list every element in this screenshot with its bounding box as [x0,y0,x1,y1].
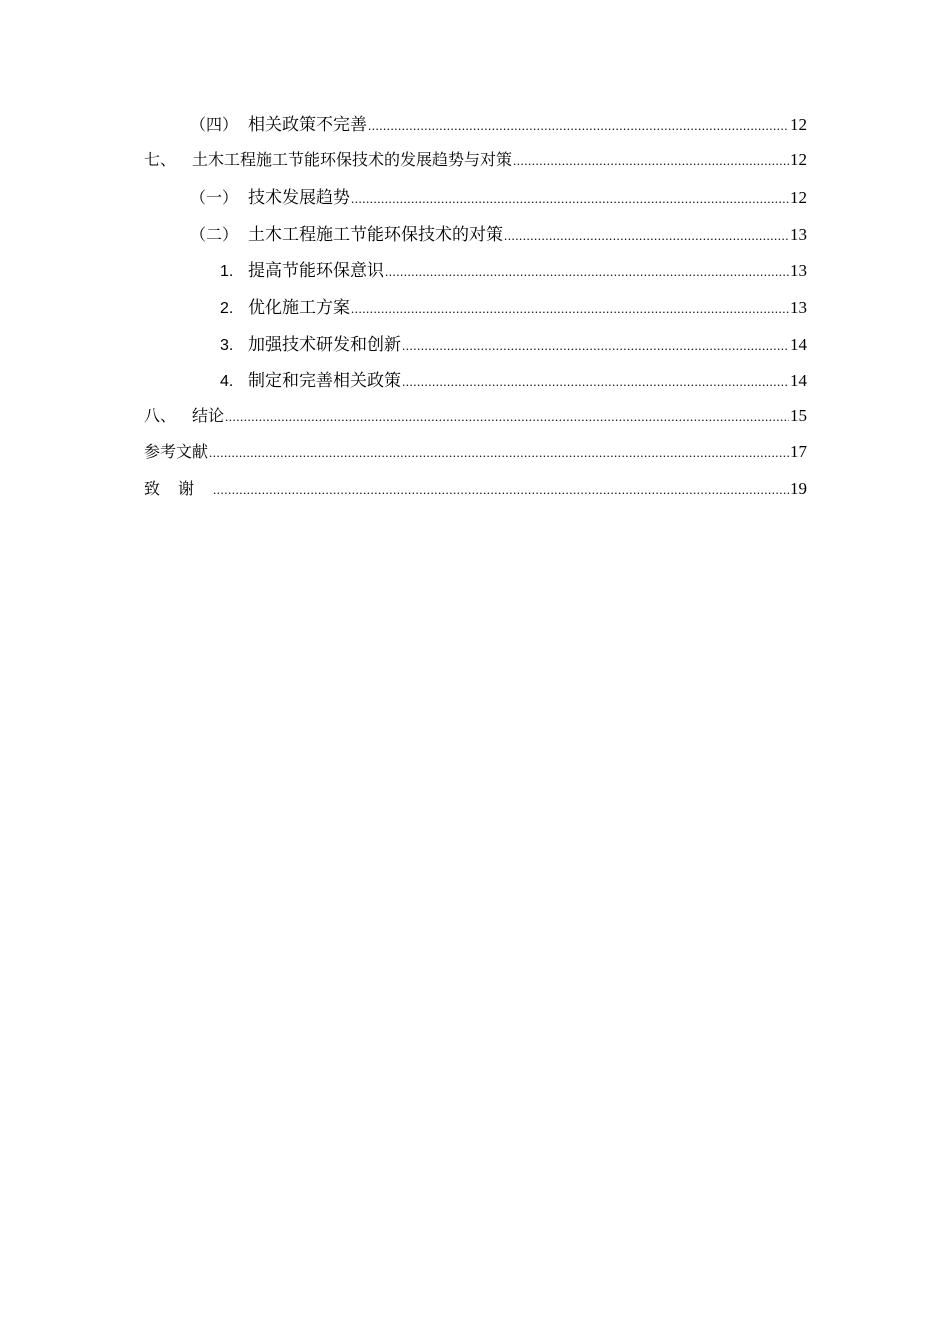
toc-entry-number: （一） [190,188,239,208]
toc-entry-title: 致谢 [144,478,213,498]
toc-entry-title: 加强技术研发和创新 [248,334,401,354]
toc-dot-leader [351,301,789,317]
toc-dot-leader [225,409,789,425]
toc-entry[interactable] [144,147,807,184]
toc-dot-leader [213,482,789,498]
toc-entry[interactable] [144,110,807,147]
toc-entry-page: 15 [790,405,807,425]
toc-entry-title: 土木工程施工节能环保技术的对策 [248,224,503,244]
toc-entry-title: 土木工程施工节能环保技术的发展趋势与对策 [192,149,513,169]
toc-dot-leader [513,153,789,169]
toc-entry-number: （四） [190,115,239,134]
toc-dot-leader [402,338,789,354]
toc-entry-number: 八、 [144,405,177,425]
toc-entry-title: 相关政策不完善 [248,115,367,134]
toc-entry[interactable] [144,366,807,403]
toc-entry-number: 七、 [144,149,177,169]
toc-dot-leader [209,445,789,461]
toc-entry-page: 12 [790,115,807,134]
toc-dot-leader [368,118,789,134]
toc-entry-title: 参考文献 [144,442,209,462]
toc-entry-number: 4. [220,373,234,391]
toc-entry[interactable] [144,439,807,476]
toc-entry-title: 制定和完善相关政策 [248,371,401,391]
toc-entry-number: （二） [190,224,239,244]
toc-entry-number: 2. [220,299,234,317]
toc-entry-title: 结论 [192,405,225,425]
toc-entry-page: 14 [790,371,807,391]
toc-entry-page: 17 [790,442,807,462]
toc-entry-page: 12 [790,188,807,208]
toc-entry-page: 12 [790,149,807,169]
toc-entry-title: 技术发展趋势 [248,188,350,208]
toc-entry-page: 13 [790,261,807,281]
toc-dot-leader [351,191,789,207]
toc-entry[interactable] [144,183,807,220]
toc-entry-title: 提高节能环保意识 [248,261,384,281]
toc-entry-page: 19 [790,478,807,498]
toc-entry[interactable] [144,403,807,440]
toc-entry[interactable] [144,256,807,293]
table-of-contents [144,110,807,513]
toc-dot-leader [504,228,789,244]
toc-entry-number: 3. [220,336,234,354]
toc-entry-page: 13 [790,224,807,244]
toc-entry-page: 14 [790,334,807,354]
toc-entry-page: 13 [790,297,807,317]
toc-entry-number: 1. [220,263,234,281]
toc-entry[interactable] [144,293,807,330]
toc-entry[interactable] [144,330,807,367]
toc-entry[interactable] [144,220,807,257]
toc-dot-leader [402,374,789,390]
toc-dot-leader [385,264,789,280]
toc-entry[interactable] [144,476,807,513]
toc-entry-title: 优化施工方案 [248,297,350,317]
